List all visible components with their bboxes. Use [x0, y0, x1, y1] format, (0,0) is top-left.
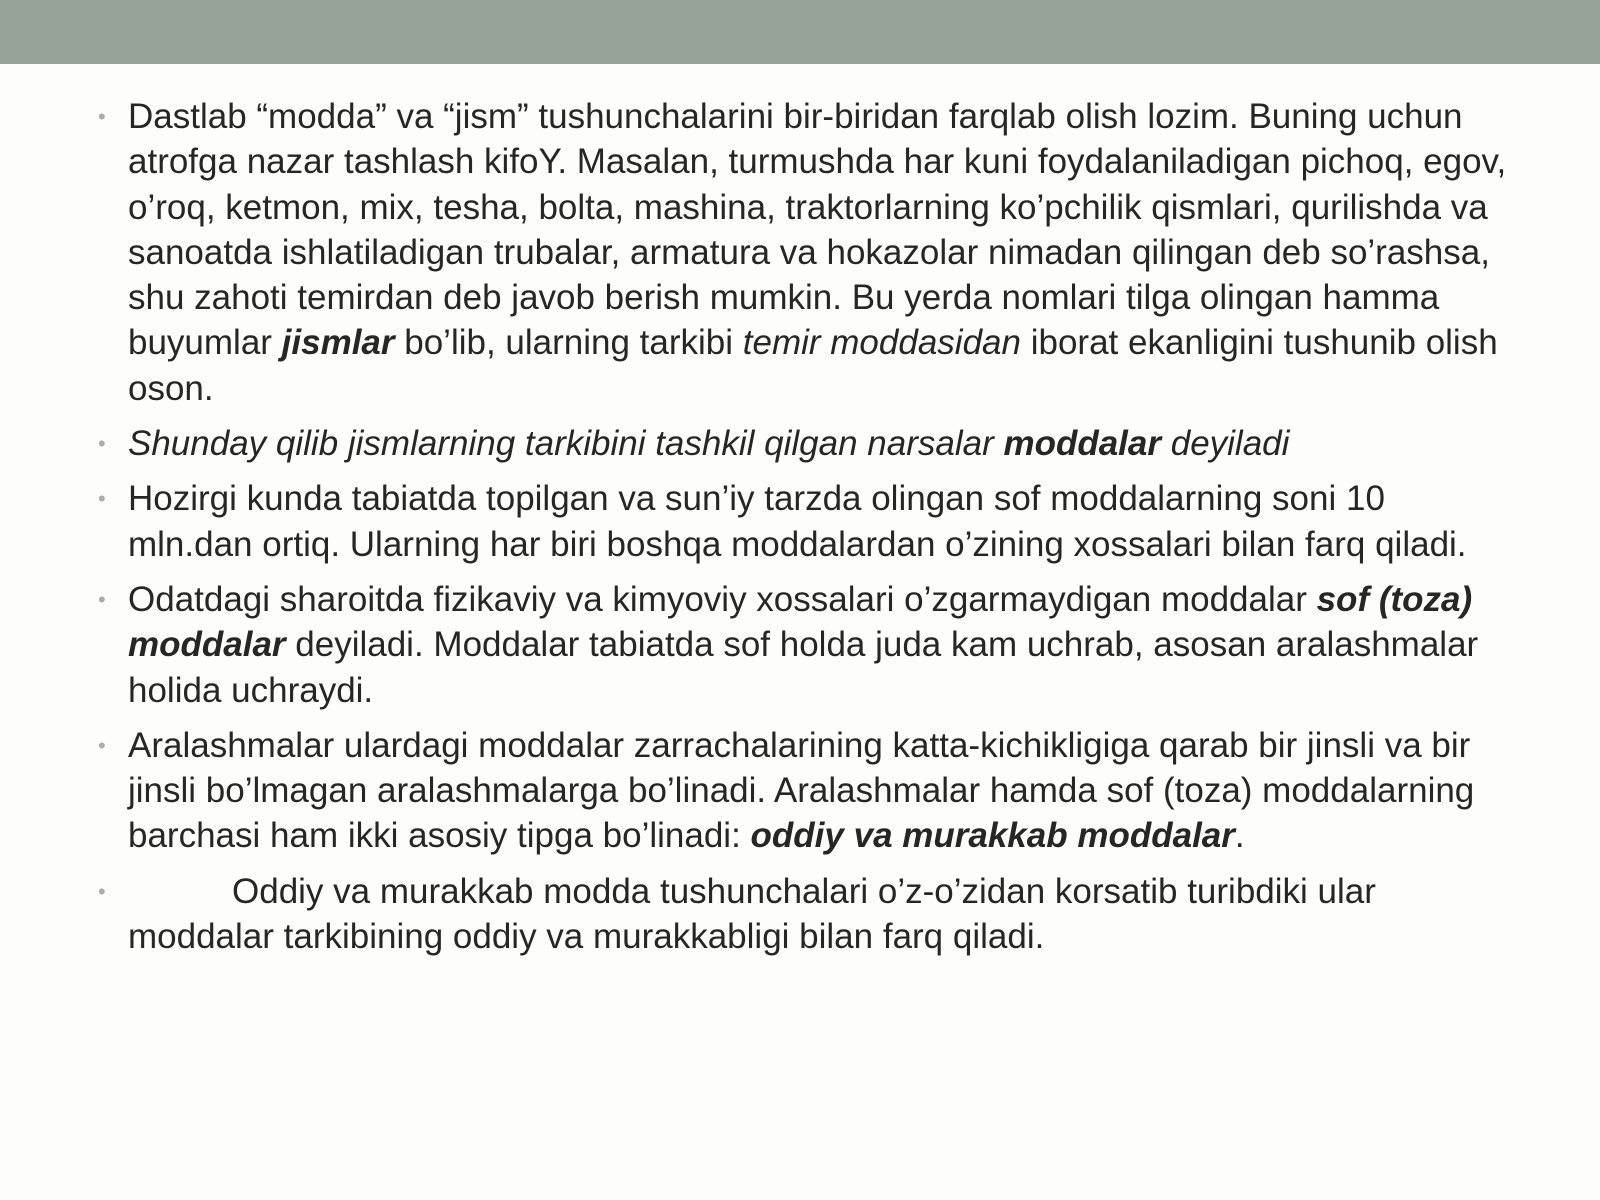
text-segment: bo’lib, ularning tarkibi: [394, 323, 743, 363]
text-segment: Shunday qilib jismlarning tarkibini tashkil qilgan narsalar: [128, 424, 1004, 464]
bullet-item-substance-vs-body: [96, 94, 1516, 411]
bullet-dot-icon: •: [98, 586, 106, 612]
emphasis-term-temir-moddasidan: temir moddasidan: [742, 323, 1021, 363]
bullet-dot-icon: •: [98, 878, 106, 904]
text-segment: Aralashmalar ulardagi moddalar zarrachalarining katta-kichikligiga qarab bir jinsli va bir jinsli bo’lmagan aralashmalarga bo’linadi. Aralashmalar hamda sof (toza) moddalarning barchasi ham ikki asosiy tipga bo’linadi:: [128, 725, 1475, 856]
bullet-item-pure-substances: [96, 577, 1516, 713]
text-segment: Oddiy va murakkab modda tushunchalari o’z-o’zidan korsatib turibdiki ular moddalar tarkibining oddiy va murakkabligi bilan farq qiladi.: [128, 871, 1376, 957]
bullet-dot-icon: •: [98, 104, 106, 129]
bullet-item-simple-complex: [96, 869, 1516, 960]
bullet-item-substance-count: [96, 476, 1516, 567]
emphasis-term-jismlar: jismlar: [281, 323, 395, 363]
text-segment: Hozirgi kunda tabiatda topilgan va sun’iy tarzda olingan sof moddalarning soni 10 mln.dan ortiq. Ularning har biri boshqa moddalardan o’zining xossalari bilan farq qiladi.: [128, 479, 1467, 564]
bullet-item-definition-moddalar: [96, 421, 1516, 466]
text-segment: deyiladi. Moddalar tabiatda sof holda juda kam uchrab, asosan aralashmalar holida uchraydi.: [128, 625, 1479, 710]
text-segment: Dastlab “modda” va “jism” tushunchalarini bir-biridan farqlab olish lozim. Buning uchun atrofga nazar tashlash kifoY. Masalan, turmushda har kuni foydalaniladigan pichoq, egov, o’roq, ketmon, mix, tesha, bolta, mashina, traktorlarning ko’pchilik qismlari, qurilishda va sanoatda ishlatiladigan trubalar, armatura va hokazolar nimadan qilingan deb so’rashsa, shu zahoti temirdan deb javob berish mumkin. Bu yerda nomlari tilga olingan hamma buyumlar: [128, 97, 1507, 363]
emphasis-term-sof-moddalar: sof (toza) moddalar: [128, 579, 1473, 665]
bullet-dot-icon: •: [98, 431, 106, 457]
bullet-list: [96, 94, 1516, 959]
slide-header-band: [0, 0, 1600, 64]
text-segment: iborat ekanligini tushunib olish oson.: [128, 323, 1498, 408]
emphasis-term-oddiy-murakkab: oddiy va murakkab moddalar: [750, 816, 1235, 856]
emphasis-term-moddalar: moddalar: [1003, 424, 1161, 464]
text-segment: Odatdagi sharoitda fizikaviy va kimyoviy xossalari o’zgarmaydigan moddalar: [128, 579, 1317, 619]
text-segment: deyiladi: [1161, 424, 1290, 464]
bullet-dot-icon: •: [98, 732, 106, 758]
bullet-item-mixtures: [96, 723, 1516, 859]
text-segment: .: [1234, 816, 1245, 856]
bullet-dot-icon: •: [98, 486, 106, 512]
slide-content: [96, 94, 1516, 969]
